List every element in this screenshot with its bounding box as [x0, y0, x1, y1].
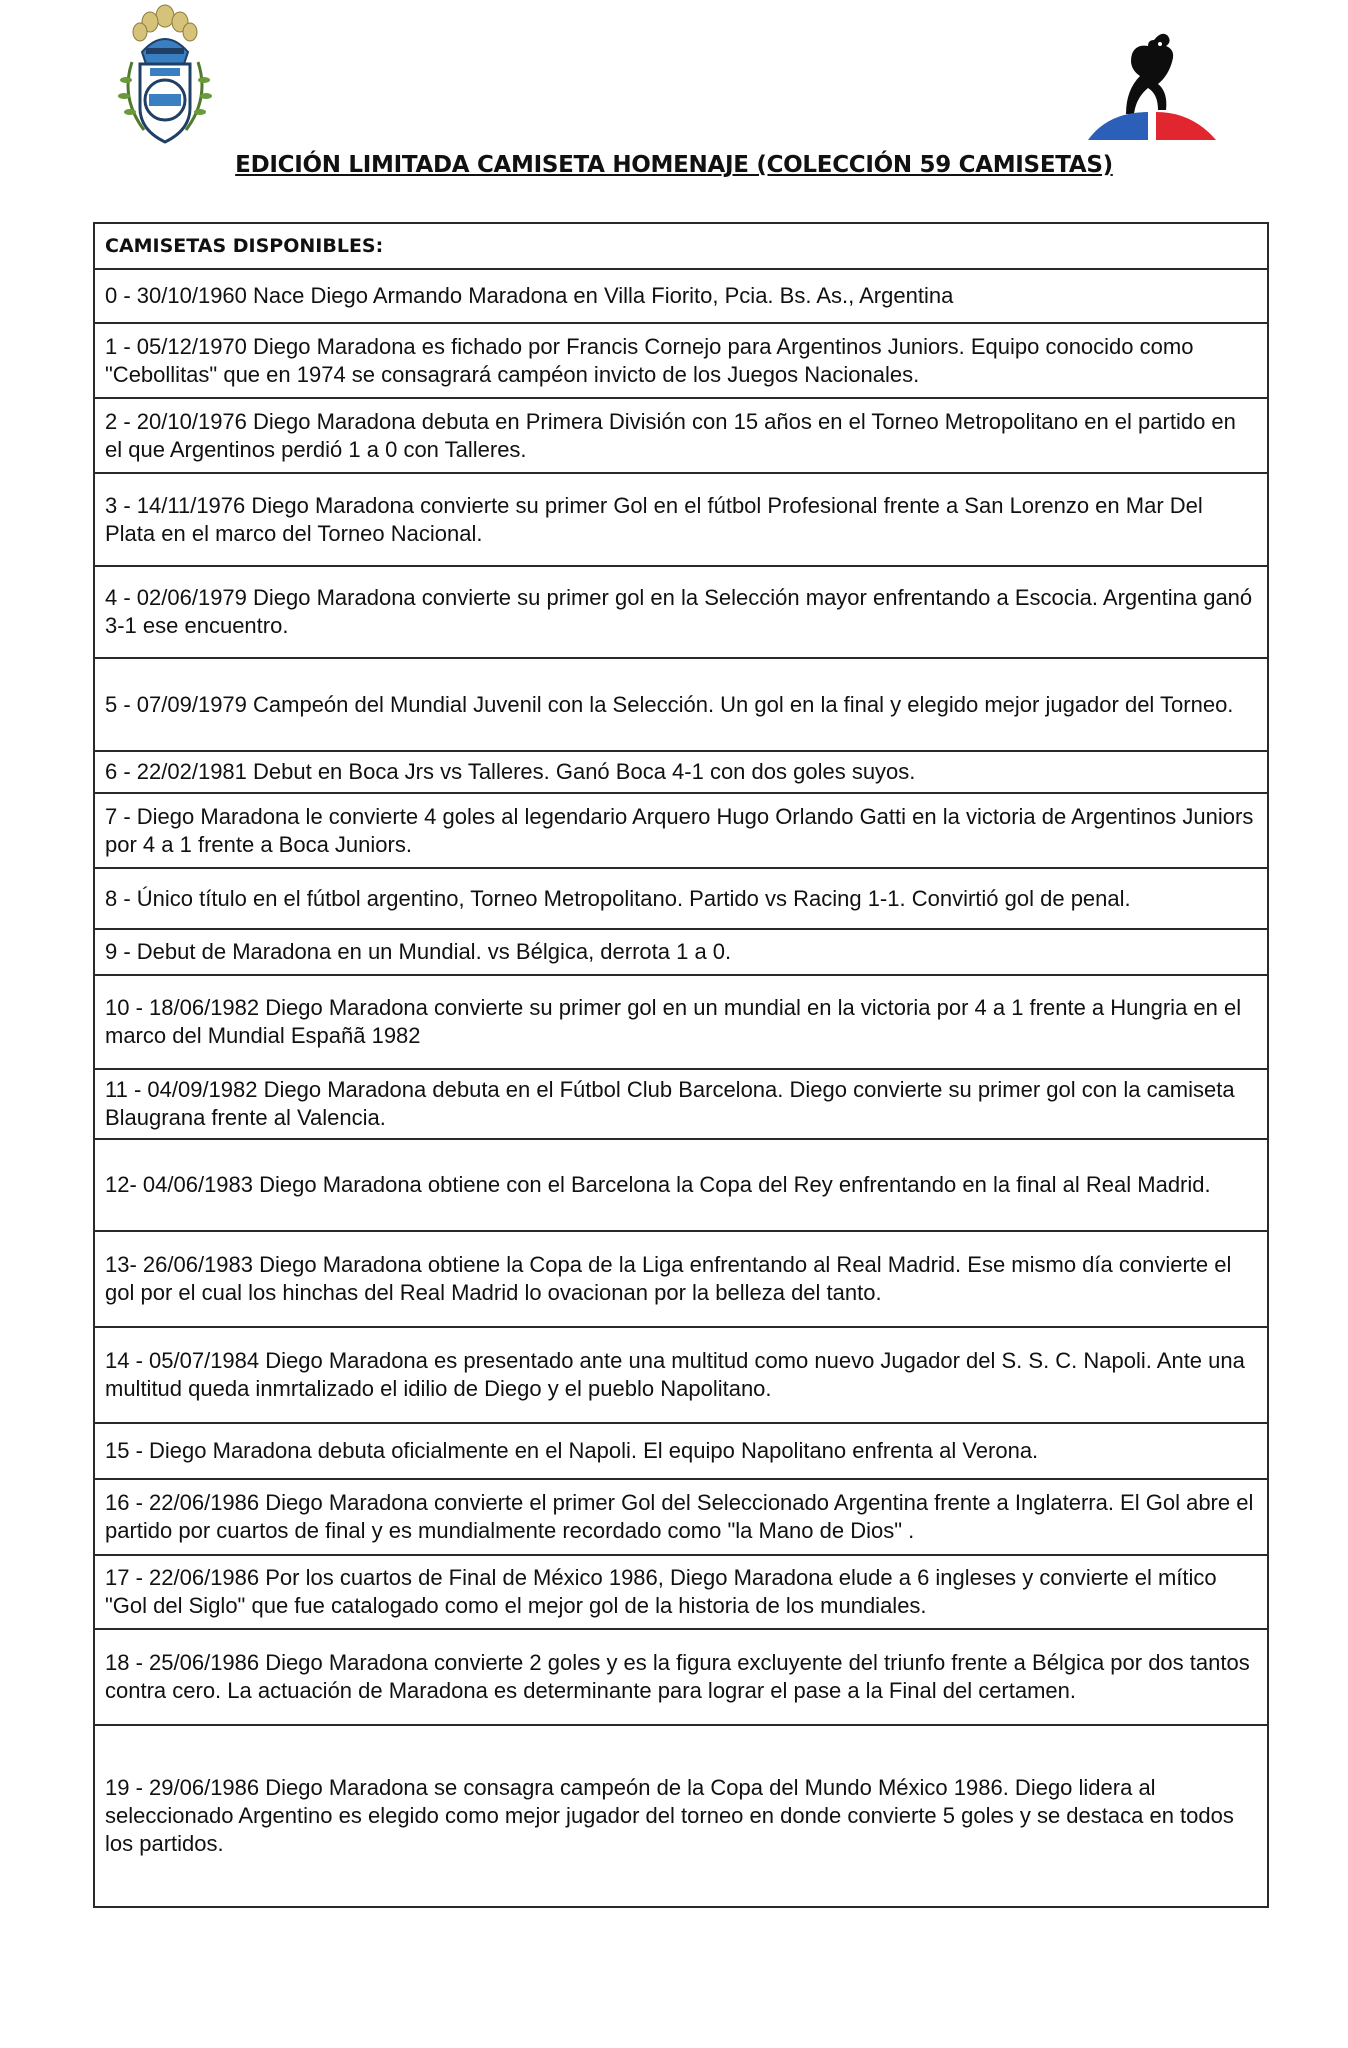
- available-shirts-table: [93, 222, 1269, 1908]
- table-row: [95, 322, 1267, 397]
- row-text: 17 - 22/06/1986 Por los cuartos de Final de México 1986, Diego Maradona elude a 6 ingleses y convierte el mítico "Gol del Siglo" que fue catalogado como el mejor gol de la historia de los mundiales.: [105, 1565, 1217, 1618]
- row-text: 0 - 30/10/1960 Nace Diego Armando Maradona en Villa Fiorito, Pcia. Bs. As., Argentina: [105, 283, 954, 308]
- table-heading: CAMISETAS DISPONIBLES:: [105, 235, 384, 257]
- table-row: [95, 268, 1267, 322]
- table-row: [95, 750, 1267, 792]
- row-text: 2 - 20/10/1976 Diego Maradona debuta en Primera División con 15 años en el Torneo Metropolitano en el partido en el que Argentinos perdió 1 a 0 con Talleres.: [105, 408, 1236, 462]
- table-row: [95, 1422, 1267, 1478]
- table-row: [95, 1478, 1267, 1554]
- table-row: [95, 1724, 1267, 1906]
- row-text: 14 - 05/07/1984 Diego Maradona es presentado ante una multitud como nuevo Jugador del S. S. C. Napoli. Ante una multitud queda inmrtalizado el idilio de Diego y el pueblo Napolitano.: [105, 1348, 1245, 1401]
- row-text: 15 - Diego Maradona debuta oficialmente en el Napoli. El equipo Napolitano enfrenta al Verona.: [105, 1438, 1039, 1463]
- row-text: 5 - 07/09/1979 Campeón del Mundial Juvenil con la Selección. Un gol en la final y elegido mejor jugador del Torneo.: [105, 691, 1234, 717]
- row-text: 11 - 04/09/1982 Diego Maradona debuta en el Fútbol Club Barcelona. Diego convierte su primer gol con la camiseta Blaugrana frente al Valencia.: [105, 1077, 1235, 1130]
- row-text: 6 - 22/02/1981 Debut en Boca Jrs vs Talleres. Ganó Boca 4-1 con dos goles suyos.: [105, 759, 916, 784]
- table-row: [95, 1628, 1267, 1724]
- row-text: 19 - 29/06/1986 Diego Maradona se consagra campeón de la Copa del Mundo México 1986. Diego lidera al seleccionado Argentino es elegido como mejor jugador del torneo en donde convierte 5 goles y se destaca en todos los partidos.: [105, 1775, 1234, 1856]
- row-text: 8 - Único título en el fútbol argentino, Torneo Metropolitano. Partido vs Racing 1-1. Convirtió gol de penal.: [105, 885, 1131, 911]
- page-title: EDICIÓN LIMITADA CAMISETA HOMENAJE (COLECCIÓN 59 CAMISETAS): [235, 152, 1113, 178]
- gimnasia-crest-icon: [112, 2, 218, 148]
- le-coq-sportif-rooster-icon: [1088, 28, 1216, 140]
- table-row: [95, 867, 1267, 928]
- row-text: 7 - Diego Maradona le convierte 4 goles al legendario Arquero Hugo Orlando Gatti en la victoria de Argentinos Juniors por 4 a 1 frente a Boca Juniors.: [105, 803, 1254, 857]
- table-row: [95, 974, 1267, 1068]
- row-text: 1 - 05/12/1970 Diego Maradona es fichado por Francis Cornejo para Argentinos Juniors. Equipo conocido como "Cebollitas" que en 1974 se consagrará campéon invicto de los Juegos Nacionales.: [105, 333, 1194, 387]
- table-row: [95, 397, 1267, 472]
- table-row: [95, 1230, 1267, 1326]
- table-row: [95, 1326, 1267, 1422]
- row-text: 9 - Debut de Maradona en un Mundial. vs Bélgica, derrota 1 a 0.: [105, 939, 732, 964]
- row-text: 4 - 02/06/1979 Diego Maradona convierte su primer gol en la Selección mayor enfrentando a Escocia. Argentina ganó 3-1 ese encuentro.: [105, 585, 1253, 638]
- crest-plume: [133, 5, 197, 41]
- table-row: [95, 1068, 1267, 1138]
- row-text: 3 - 14/11/1976 Diego Maradona convierte su primer Gol en el fútbol Profesional frente a San Lorenzo en Mar Del Plata en el marco del Torneo Nacional.: [105, 492, 1203, 546]
- table-row: [95, 1138, 1267, 1230]
- row-text: 10 - 18/06/1982 Diego Maradona convierte su primer gol en un mundial en la victoria por 4 a 1 frente a Hungria en el marco del Mundial Españã 1982: [105, 995, 1242, 1048]
- table-row: [95, 472, 1267, 565]
- row-text: 18 - 25/06/1986 Diego Maradona convierte 2 goles y es la figura excluyente del triunfo frente a Bélgica por dos tantos contra cero. La actuación de Maradona es determinante para lograr el pase a la Final del certamen.: [105, 1650, 1250, 1703]
- row-text: 13- 26/06/1983 Diego Maradona obtiene la Copa de la Liga enfrentando al Real Madrid. Ese mismo día convierte el gol por el cual los hinchas del Real Madrid lo ovacionan por la belleza del tanto.: [105, 1252, 1232, 1305]
- row-text: 16 - 22/06/1986 Diego Maradona convierte el primer Gol del Seleccionado Argentina frente a Inglaterra. El Gol abre el partido por cuartos de final y es mundialmente recordado como "la Mano de Dios" .: [105, 1490, 1254, 1543]
- table-row: [95, 657, 1267, 750]
- table-row: [95, 928, 1267, 974]
- table-row: [95, 792, 1267, 867]
- row-text: 12- 04/06/1983 Diego Maradona obtiene con el Barcelona la Copa del Rey enfrentando en la final al Real Madrid.: [105, 1172, 1211, 1197]
- table-row: [95, 1554, 1267, 1628]
- table-row: [95, 565, 1267, 657]
